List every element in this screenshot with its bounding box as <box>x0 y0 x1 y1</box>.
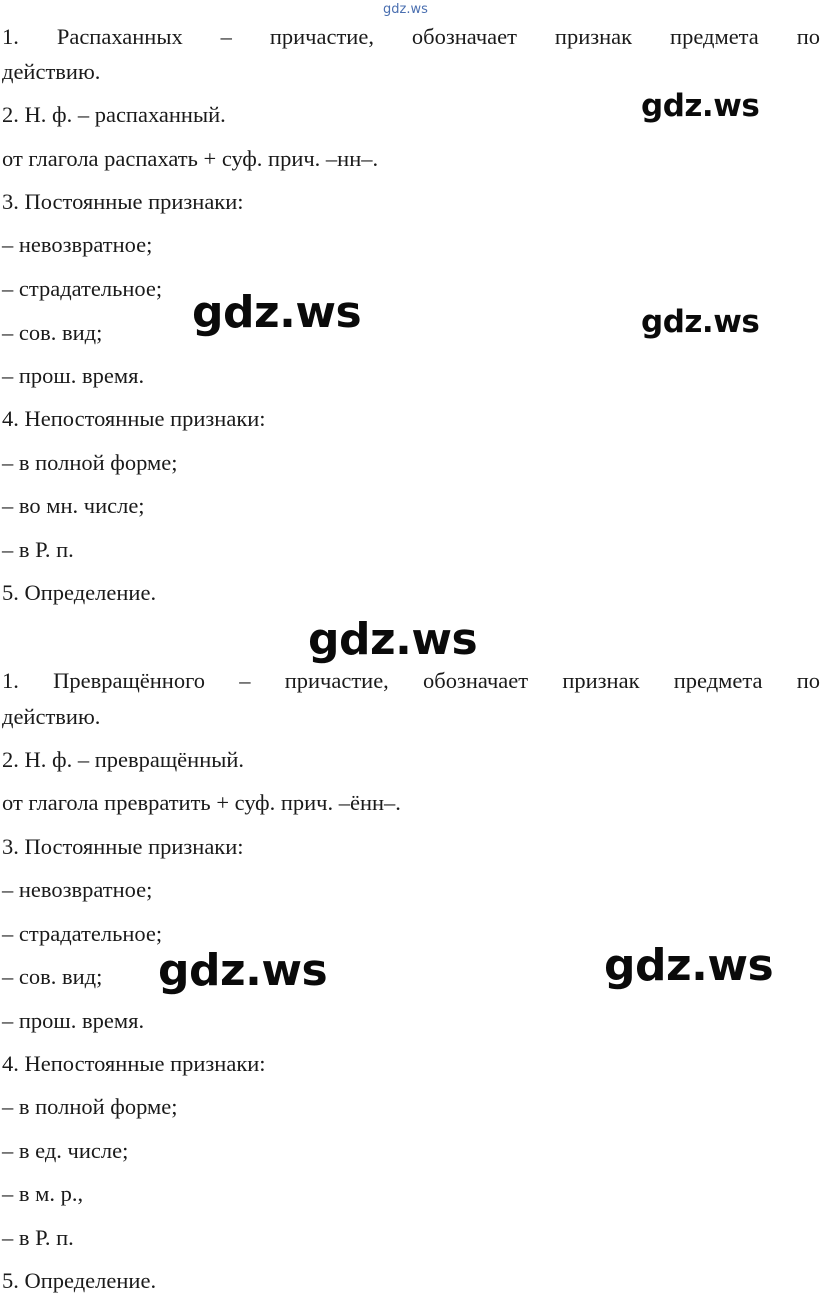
s1-line-11: – в полной форме; <box>2 450 178 475</box>
s2-line-13: – в м. р., <box>2 1181 84 1206</box>
watermark-6: gdz.ws <box>604 940 774 991</box>
s2-line-12: – в ед. числе; <box>2 1138 129 1163</box>
s1-line-3: 2. Н. ф. – распаханный. <box>2 102 226 127</box>
watermark-top: gdz.ws <box>383 2 428 17</box>
s1-line-1: 1. Распаханных – причастие, обозначает признак предмета по <box>2 24 820 49</box>
s2-line-9: – прош. время. <box>2 1008 145 1033</box>
s2-line-1: 1. Превращённого – причастие, обозначает признак предмета по <box>2 668 820 693</box>
s1-line-8: – сов. вид; <box>2 320 103 345</box>
watermark-3: gdz.ws <box>641 304 760 340</box>
s2-line-5: 3. Постоянные признаки: <box>2 834 244 859</box>
watermark-2: gdz.ws <box>192 287 362 338</box>
s2-line-10: 4. Непостоянные признаки: <box>2 1051 266 1076</box>
s1-line-7: – страдательное; <box>2 276 163 301</box>
s2-line-7: – страдательное; <box>2 921 163 946</box>
s1-line-10: 4. Непостоянные признаки: <box>2 406 266 431</box>
s2-line-2: действию. <box>2 704 101 729</box>
s1-line-5: 3. Постоянные признаки: <box>2 189 244 214</box>
s1-line-6: – невозвратное; <box>2 232 153 257</box>
s1-line-12: – во мн. числе; <box>2 493 145 518</box>
s2-line-8: – сов. вид; <box>2 964 103 989</box>
s1-line-14: 5. Определение. <box>2 580 157 605</box>
s1-line-4: от глагола распахать + суф. прич. –нн–. <box>2 146 379 171</box>
s2-line-14: – в Р. п. <box>2 1225 74 1250</box>
watermark-4: gdz.ws <box>308 614 478 665</box>
s1-line-2: действию. <box>2 59 101 84</box>
s2-line-11: – в полной форме; <box>2 1094 178 1119</box>
watermark-5: gdz.ws <box>158 945 328 996</box>
s2-line-15: 5. Определение. <box>2 1268 157 1293</box>
s1-line-9: – прош. время. <box>2 363 145 388</box>
watermark-1: gdz.ws <box>641 88 760 124</box>
s2-line-3: 2. Н. ф. – превращённый. <box>2 747 245 772</box>
s2-line-4: от глагола превратить + суф. прич. –ённ–. <box>2 790 401 815</box>
s2-line-6: – невозвратное; <box>2 877 153 902</box>
s1-line-13: – в Р. п. <box>2 537 74 562</box>
